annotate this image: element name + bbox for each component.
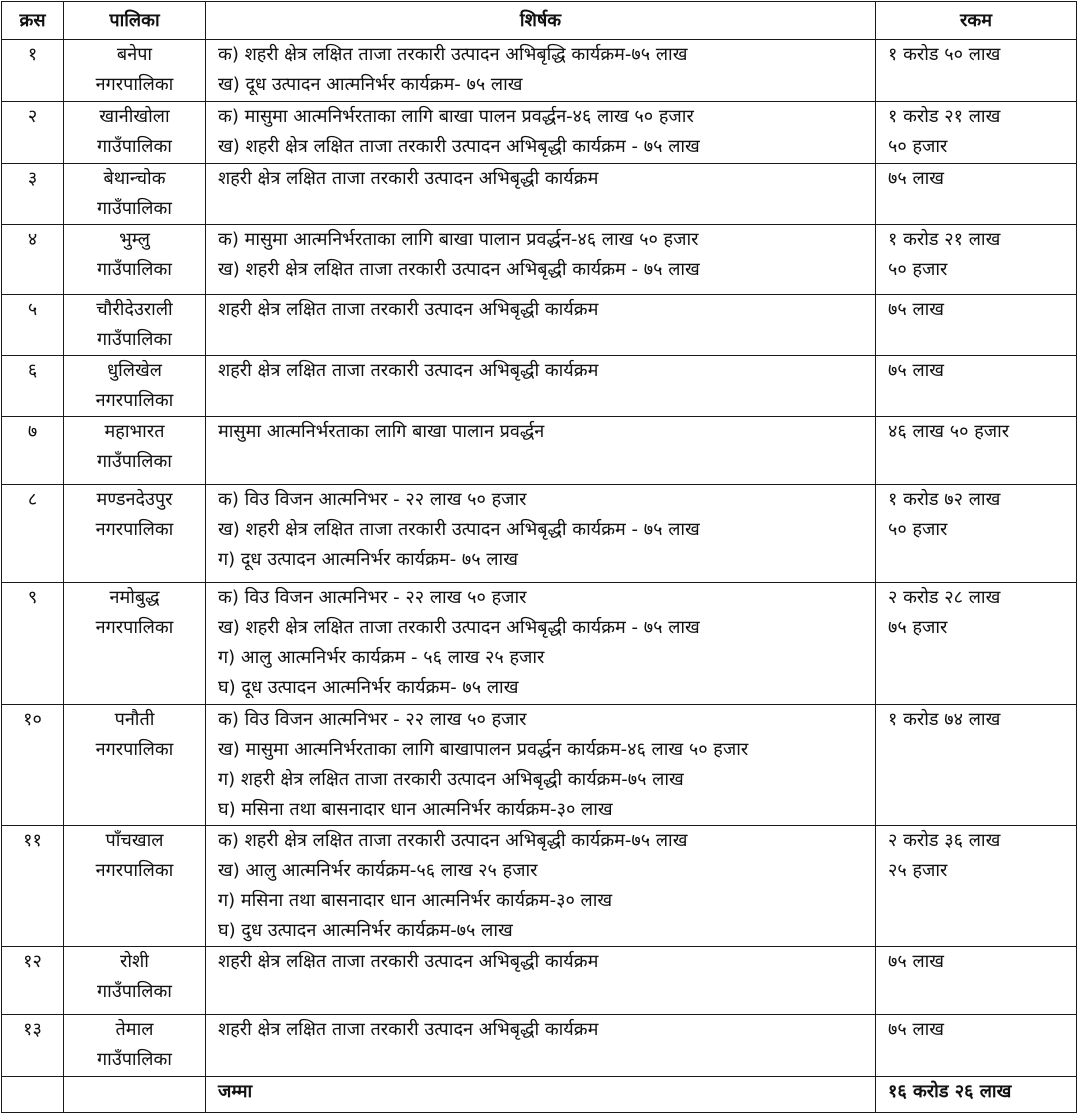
amount-cell xyxy=(876,826,1077,947)
title-cell xyxy=(206,102,876,164)
title-cell xyxy=(206,705,876,826)
serial-number: १३ xyxy=(2,1015,64,1077)
amount-text: ७५ लाख xyxy=(888,168,945,189)
serial-number: ११ xyxy=(2,826,64,947)
municipality-name: नगरपालिका xyxy=(95,390,174,411)
table-row xyxy=(2,225,1077,295)
table-row xyxy=(2,164,1077,225)
municipality-name: गाउँपालिका xyxy=(97,136,172,157)
amount-text: ७५ लाख xyxy=(888,299,945,320)
amount-text: ७५ लाख xyxy=(888,360,945,381)
table-row xyxy=(2,947,1077,1015)
amount-text: ७५ हजार xyxy=(888,617,948,638)
title-cell xyxy=(206,417,876,485)
municipality-cell xyxy=(64,705,206,826)
municipality-cell xyxy=(64,417,206,485)
municipality-name: बेथान्चोक xyxy=(103,168,166,189)
total-sn-cell xyxy=(2,1077,64,1113)
title-cell xyxy=(206,947,876,1015)
program-title: ख) आलु आत्मनिर्भर कार्यक्रम-५६ लाख २५ हजार xyxy=(218,860,538,881)
municipality-name: मण्डनदेउपुर xyxy=(96,489,173,510)
title-cell xyxy=(206,1015,876,1077)
table-row xyxy=(2,583,1077,705)
program-title: ख) शहरी क्षेत्र लक्षित ताजा तरकारी उत्पादन अभिबृद्धी कार्यक्रम - ७५ लाख xyxy=(218,259,700,280)
municipality-name: गाउँपालिका xyxy=(97,451,172,472)
total-label: जम्मा xyxy=(206,1077,876,1113)
municipality-name: गाउँपालिका xyxy=(97,198,172,219)
program-title: क) मासुमा आत्मनिर्भरताका लागि बाखा पालान प्रवर्द्धन-४६ लाख ५० हजार xyxy=(218,229,699,250)
header-municipality: पालिका xyxy=(64,2,206,40)
amount-text: २ करोड २८ लाख xyxy=(888,587,1001,608)
program-title: क) विउ विजन आत्मनिभर - २२ लाख ५० हजार xyxy=(218,489,527,510)
amount-cell xyxy=(876,40,1077,102)
title-cell xyxy=(206,583,876,705)
amount-text: १ करोड ७४ लाख xyxy=(888,709,1001,730)
municipality-cell xyxy=(64,295,206,356)
table-row xyxy=(2,295,1077,356)
program-title: ख) मासुमा आत्मनिर्भरताका लागि बाखापालन प्रवर्द्धन कार्यक्रम-४६ लाख ५० हजार xyxy=(218,739,749,760)
serial-number: १२ xyxy=(2,947,64,1015)
program-title: क) विउ विजन आत्मनिभर - २२ लाख ५० हजार xyxy=(218,587,527,608)
amount-cell xyxy=(876,295,1077,356)
program-title: ख) दूध उत्पादन आत्मनिर्भर कार्यक्रम- ७५ लाख xyxy=(218,74,523,95)
amount-text: २५ हजार xyxy=(888,860,948,881)
total-municipality-cell xyxy=(64,1077,206,1113)
municipality-name: महाभारत xyxy=(104,421,165,442)
amount-cell xyxy=(876,417,1077,485)
title-cell xyxy=(206,164,876,225)
amount-text: १ करोड २१ लाख xyxy=(888,229,1001,250)
amount-text: ५० हजार xyxy=(888,259,948,280)
municipality-name: पाँचखाल xyxy=(105,830,164,851)
municipality-name: नगरपालिका xyxy=(95,617,174,638)
header-amount: रकम xyxy=(876,2,1077,40)
municipality-name: तेमाल xyxy=(115,1019,154,1040)
program-title: घ) मसिना तथा बासनादार धान आत्मनिर्भर कार्यक्रम-३० लाख xyxy=(218,799,613,820)
municipality-name: पनौती xyxy=(114,709,155,730)
serial-number: ६ xyxy=(2,356,64,417)
header-row xyxy=(2,2,1077,40)
table-row xyxy=(2,40,1077,102)
municipality-cell xyxy=(64,826,206,947)
serial-number: ८ xyxy=(2,485,64,583)
municipality-cell xyxy=(64,356,206,417)
municipality-cell xyxy=(64,40,206,102)
municipality-cell xyxy=(64,1015,206,1077)
program-title: शहरी क्षेत्र लक्षित ताजा तरकारी उत्पादन अभिबृद्धी कार्यक्रम xyxy=(218,299,599,320)
municipality-cell xyxy=(64,102,206,164)
amount-cell xyxy=(876,705,1077,826)
serial-number: १ xyxy=(2,40,64,102)
municipality-cell xyxy=(64,583,206,705)
municipality-name: धुलिखेल xyxy=(107,360,162,381)
header-title: शिर्षक xyxy=(206,2,876,40)
program-title: शहरी क्षेत्र लक्षित ताजा तरकारी उत्पादन अभिबृद्धी कार्यक्रम xyxy=(218,168,599,189)
amount-cell xyxy=(876,225,1077,295)
amount-text: १ करोड ५० लाख xyxy=(888,44,1001,65)
municipality-name: बनेपा xyxy=(116,44,153,65)
municipality-name: नगरपालिका xyxy=(95,74,174,95)
program-title: घ) दूध उत्पादन आत्मनिर्भर कार्यक्रम- ७५ लाख xyxy=(218,677,519,698)
budget-table xyxy=(1,1,1077,1113)
amount-text: ५० हजार xyxy=(888,519,948,540)
program-title: शहरी क्षेत्र लक्षित ताजा तरकारी उत्पादन अभिबृद्धी कार्यक्रम xyxy=(218,360,599,381)
amount-text: ७५ लाख xyxy=(888,1019,945,1040)
serial-number: ९ xyxy=(2,583,64,705)
program-title: ग) मसिना तथा बासनादार धान आत्मनिर्भर कार्यक्रम-३० लाख xyxy=(218,890,613,911)
amount-text: २ करोड ३६ लाख xyxy=(888,830,1001,851)
total-amount: १६ करोड २६ लाख xyxy=(876,1077,1077,1113)
table-row xyxy=(2,826,1077,947)
program-title: क) शहरी क्षेत्र लक्षित ताजा तरकारी उत्पादन अभिबृद्धि कार्यक्रम-७५ लाख xyxy=(218,44,688,65)
municipality-cell xyxy=(64,164,206,225)
title-cell xyxy=(206,485,876,583)
program-title: शहरी क्षेत्र लक्षित ताजा तरकारी उत्पादन अभिबृद्धी कार्यक्रम xyxy=(218,1019,599,1040)
municipality-name: नगरपालिका xyxy=(95,860,174,881)
amount-text: ७५ लाख xyxy=(888,951,945,972)
amount-text: ५० हजार xyxy=(888,136,948,157)
municipality-name: नगरपालिका xyxy=(95,519,174,540)
amount-cell xyxy=(876,164,1077,225)
program-title: ग) दूध उत्पादन आत्मनिर्भर कार्यक्रम- ७५ लाख xyxy=(218,549,518,570)
municipality-name: नगरपालिका xyxy=(95,739,174,760)
amount-cell xyxy=(876,485,1077,583)
program-title: ख) शहरी क्षेत्र लक्षित ताजा तरकारी उत्पादन अभिबृद्धी कार्यक्रम - ७५ लाख xyxy=(218,617,700,638)
municipality-name: गाउँपालिका xyxy=(97,981,172,1002)
table-row xyxy=(2,356,1077,417)
municipality-cell xyxy=(64,225,206,295)
amount-cell xyxy=(876,102,1077,164)
program-title: ग) आलु आत्मनिर्भर कार्यक्रम - ५६ लाख २५ हजार xyxy=(218,647,545,668)
amount-text: १ करोड ७२ लाख xyxy=(888,489,1001,510)
table-row xyxy=(2,1015,1077,1077)
serial-number: २ xyxy=(2,102,64,164)
serial-number: ७ xyxy=(2,417,64,485)
title-cell xyxy=(206,225,876,295)
program-title: ख) शहरी क्षेत्र लक्षित ताजा तरकारी उत्पादन अभिबृद्धी कार्यक्रम - ७५ लाख xyxy=(218,519,700,540)
amount-text: ४६ लाख ५० हजार xyxy=(888,421,1010,442)
program-title: क) शहरी क्षेत्र लक्षित ताजा तरकारी उत्पादन अभिबृद्धी कार्यक्रम-७५ लाख xyxy=(218,830,688,851)
municipality-name: नमोबुद्ध xyxy=(109,587,160,608)
serial-number: ४ xyxy=(2,225,64,295)
header-sn: क्रस xyxy=(2,2,64,40)
municipality-name: रोशी xyxy=(120,951,149,972)
municipality-name: गाउँपालिका xyxy=(97,1049,172,1070)
program-title: क) विउ विजन आत्मनिभर - २२ लाख ५० हजार xyxy=(218,709,527,730)
table-body xyxy=(2,40,1077,1077)
amount-cell xyxy=(876,583,1077,705)
amount-cell xyxy=(876,1015,1077,1077)
program-title: क) मासुमा आत्मनिर्भरताका लागि बाखा पालन प्रवर्द्धन-४६ लाख ५० हजार xyxy=(218,106,694,127)
program-title: ख) शहरी क्षेत्र लक्षित ताजा तरकारी उत्पादन अभिबृद्धी कार्यक्रम - ७५ लाख xyxy=(218,136,700,157)
program-title: मासुमा आत्मनिर्भरताका लागि बाखा पालान प्रवर्द्धन xyxy=(218,421,545,442)
municipality-cell xyxy=(64,947,206,1015)
title-cell xyxy=(206,295,876,356)
municipality-name: गाउँपालिका xyxy=(97,329,172,350)
amount-cell xyxy=(876,947,1077,1015)
title-cell xyxy=(206,356,876,417)
title-cell xyxy=(206,826,876,947)
serial-number: १० xyxy=(2,705,64,826)
table-row xyxy=(2,102,1077,164)
municipality-name: गाउँपालिका xyxy=(97,259,172,280)
table-row xyxy=(2,485,1077,583)
table-row xyxy=(2,417,1077,485)
title-cell xyxy=(206,40,876,102)
total-row xyxy=(2,1077,1077,1113)
program-title: शहरी क्षेत्र लक्षित ताजा तरकारी उत्पादन अभिबृद्धी कार्यक्रम xyxy=(218,951,599,972)
amount-text: १ करोड २१ लाख xyxy=(888,106,1001,127)
municipality-cell xyxy=(64,485,206,583)
municipality-name: चौरीदेउराली xyxy=(96,299,173,320)
program-title: ग) शहरी क्षेत्र लक्षित ताजा तरकारी उत्पादन अभिबृद्धी कार्यक्रम-७५ लाख xyxy=(218,769,684,790)
serial-number: ३ xyxy=(2,164,64,225)
table-row xyxy=(2,705,1077,826)
serial-number: ५ xyxy=(2,295,64,356)
municipality-name: भुम्लु xyxy=(119,229,150,250)
program-title: घ) दुध उत्पादन आत्मनिर्भर कार्यक्रम-७५ लाख xyxy=(218,920,513,941)
amount-cell xyxy=(876,356,1077,417)
municipality-name: खानीखोला xyxy=(99,106,170,127)
